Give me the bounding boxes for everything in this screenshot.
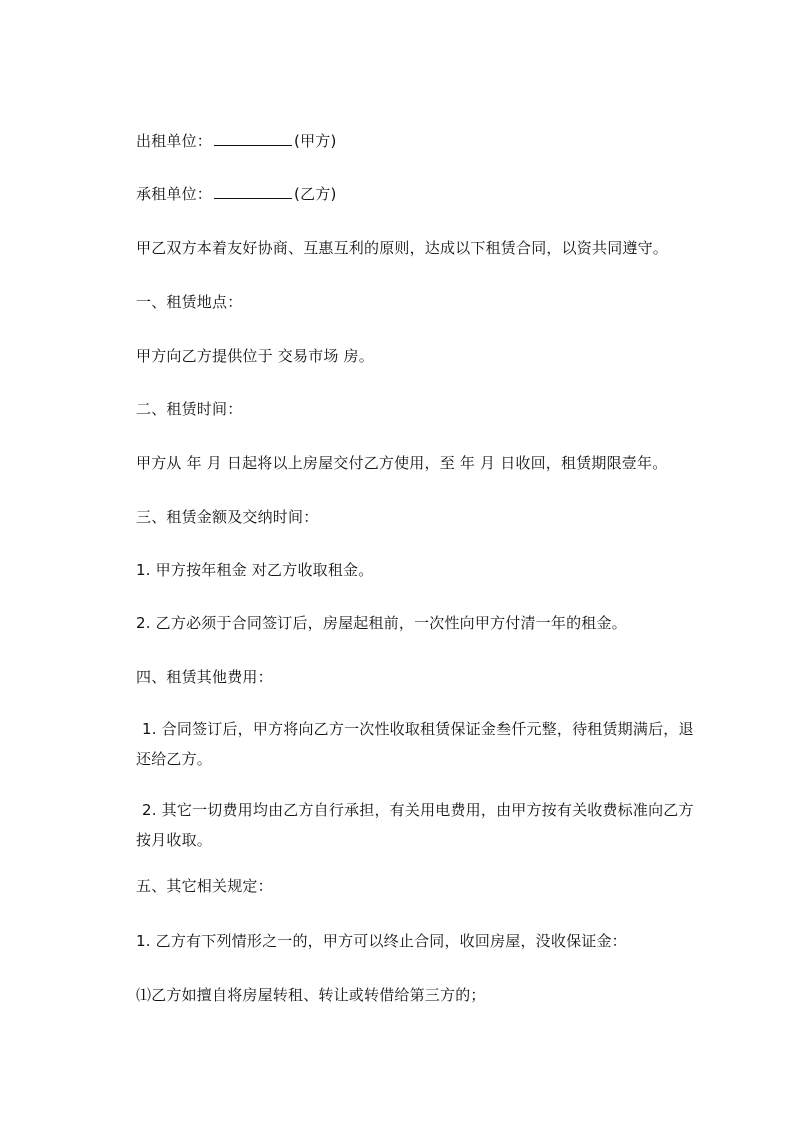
section-3-item-2: 2. 乙方必须于合同签订后，房屋起租前，一次性向甲方付清一年的租金。: [136, 614, 627, 632]
section-4-title: 四、租赁其他费用：: [136, 668, 273, 686]
section-1-text: 甲方向乙方提供位于 交易市场 房。: [136, 347, 374, 365]
section-5-item-1: 1. 乙方有下列情形之一的，甲方可以终止合同，收回房屋，没收保证金：: [136, 932, 627, 950]
lessor-suffix: (甲方): [294, 132, 337, 150]
section-4-item-2: 2. 其它一切费用均由乙方自行承担，有关用电费用，由甲方按有关收费标准向乙方按月收取。: [136, 801, 694, 849]
lessor-label: 出租单位：: [136, 132, 213, 150]
lessee-line: [136, 183, 337, 205]
section-3-item-1: 1. 甲方按年租金 对乙方收取租金。: [136, 561, 374, 579]
lessor-blank[interactable]: [214, 131, 292, 146]
section-3-title: 三、租赁金额及交纳时间：: [136, 508, 319, 526]
lessor-line: [136, 130, 337, 152]
lessee-suffix: (乙方): [294, 185, 337, 203]
intro-paragraph: 甲乙双方本着友好协商、互惠互利的原则，达成以下租赁合同，以资共同遵守。: [136, 239, 669, 257]
lessee-label: 承租单位：: [136, 185, 213, 203]
section-5-title: 五、其它相关规定：: [136, 877, 273, 895]
section-4-item-1: 1. 合同签订后，甲方将向乙方一次性收取租赁保证金叁仟元整，待租赁期满后，退还给乙方。: [136, 720, 694, 768]
section-2-title: 二、租赁时间：: [136, 400, 243, 418]
section-5-subitem-1: ⑴乙方如擅自将房屋转租、转让或转借给第三方的；: [136, 986, 486, 1004]
section-2-text: 甲方从 年 月 日起将以上房屋交付乙方使用，至 年 月 日收回，租赁期限壹年。: [136, 454, 668, 472]
lessee-blank[interactable]: [214, 184, 292, 199]
section-1-title: 一、租赁地点：: [136, 293, 243, 311]
